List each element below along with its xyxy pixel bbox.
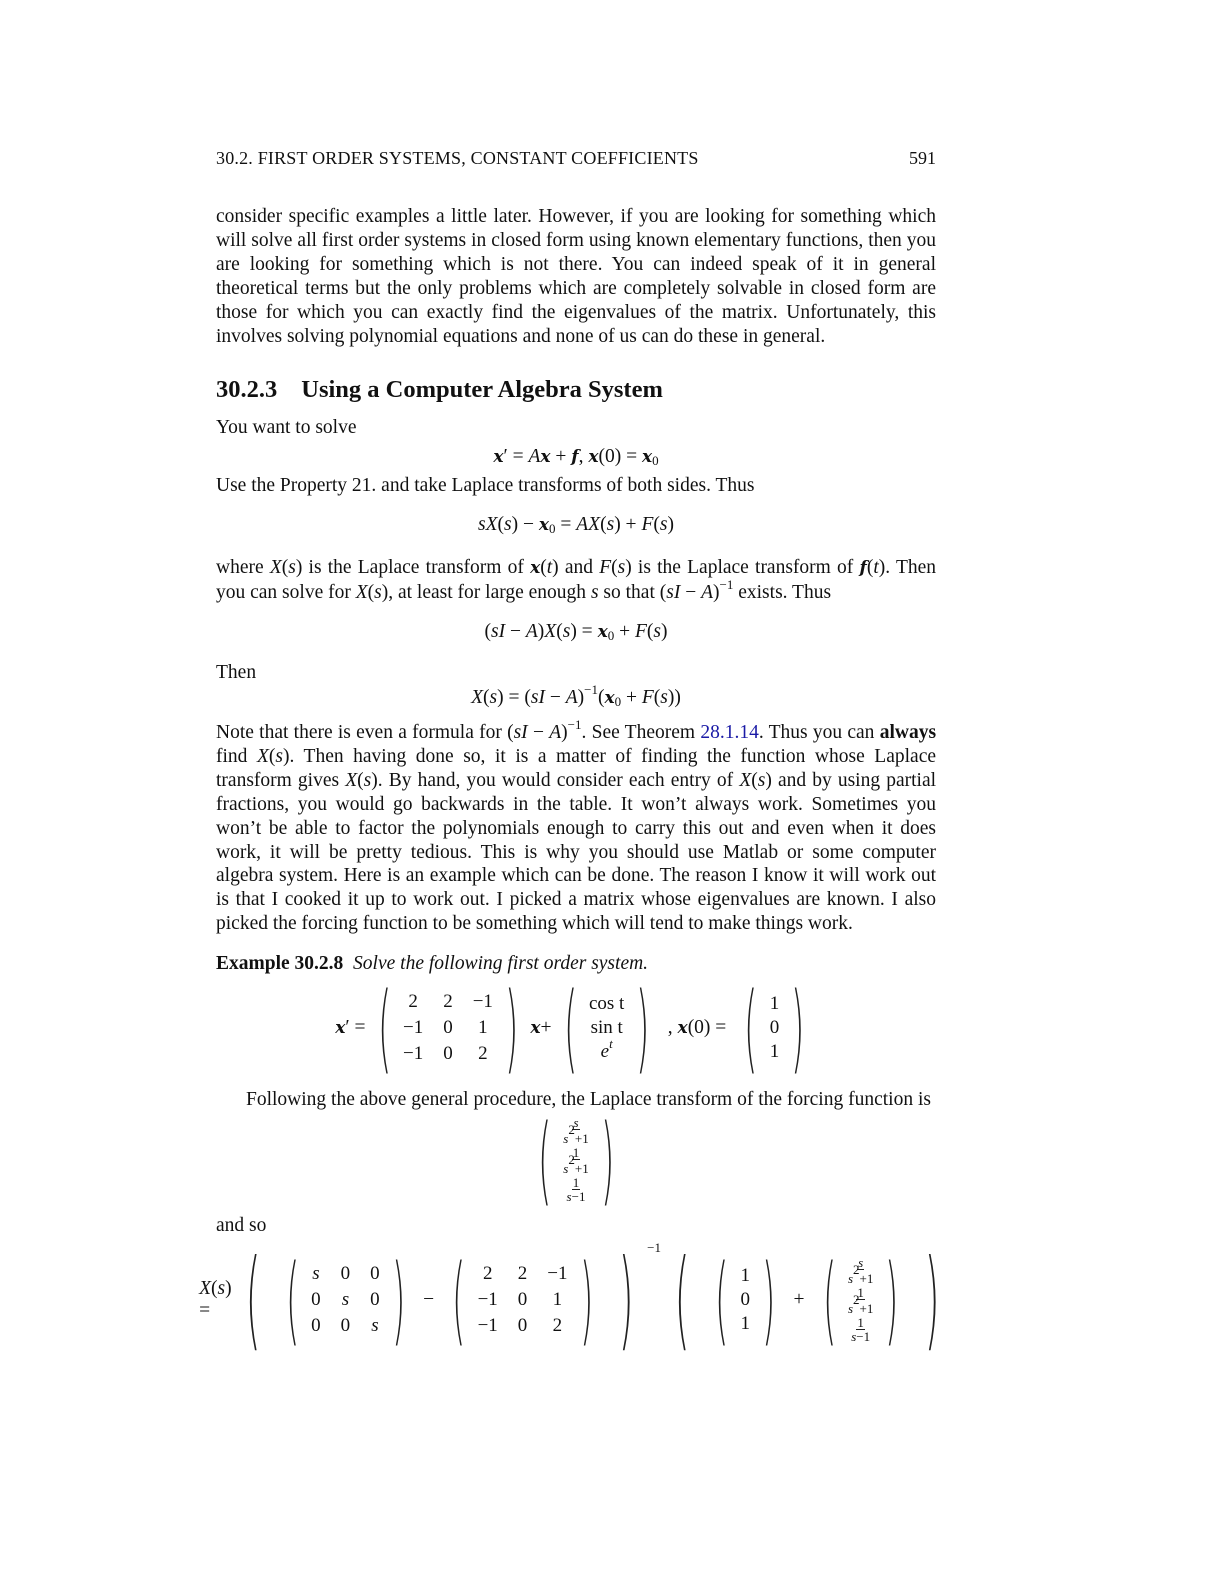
intro-paragraph: consider specific examples a little later. However, if you are looking for something which will solve all first order systems in closed form using known elementary functions, then you are looking for something which is not there. You can indeed speak of it in general theoretical terms but the only problems which are completely solvable in closed form are those for which you can exactly find the eigenvalues of the matrix. Unfortunately, this involves solving polynomial equations and none of us can do these in general.: [216, 206, 936, 347]
section-number: 30.2.3: [216, 376, 278, 404]
use-property-text: Use the Property 21. and take Laplace transforms of both sides. Thus: [216, 475, 755, 497]
matrix-sI: s 0 0 0 s 0 0 0 s: [311, 1262, 380, 1336]
section-heading: [216, 376, 936, 404]
laplace-forcing-repeat: $\frac{s}{s^2+1}$ $\frac{1}{s^2+1}$ $\frac{1}{s-1}$: [847, 1255, 874, 1345]
final-equation: X(s) = ( ( s 0 0 0 s 0 0 0 s ) − ( 2 2 −1 −1 0 1 −1 0 2 ) ) −1 ( ( 1 0 1 ) + ( $\frac{s}{s^2+1}$ $\frac{1}{s^2+1}$ $\frac{1}{s-1}$ ) ): [199, 1236, 940, 1362]
equation-X: $X(s) = (sI - A)^{-1}(x_0 + F(s))$: [471, 681, 681, 709]
following-paragraph: Following the above general procedure, the Laplace transform of the forcing function is: [246, 1089, 931, 1111]
note-paragraph: Note that there is even a formula for (sI − A)$^{-1}$. See Theorem 28.1.14. Thus you can always find X(s). Then having done so, it is a matter of finding the function whose Laplace transform gives X(s). By hand, you would consider each entry of X(s) and by using partial fractions, you would go backwards in the table. It won’t always work. Sometimes you won’t be able to factor the polynomials enough to carry this out and even when it does work, it will be pretty tedious. This is why you should use Matlab or some computer algebra system. Here is an example which can be done. The reason I know it will work out is that I cooked it up to work out. I picked a matrix whose eigenvalues are known. I also picked the forcing function to be something which will tend to make things work.: [216, 716, 937, 935]
forcing-vector: cos t sin t $e^t$: [588, 993, 625, 1063]
page-content: [199, 148, 940, 1362]
running-header: [216, 148, 936, 169]
where-paragraph: where X(s) is the Laplace transform of x(t) and F(s) is the Laplace transform of f(t). Then you can solve for X(s), at least for large enough s so that (sI − A)$^{-1}$ exists. Thus: [216, 557, 937, 604]
initial-vector-repeat: 1 0 1: [740, 1264, 751, 1334]
and-so-text: and so: [216, 1214, 267, 1236]
want-to-solve-text: You want to solve: [216, 417, 357, 439]
initial-vector: 1 0 1: [769, 993, 780, 1063]
matrix-A-repeat: 2 2 −1 −1 0 1 −1 0 2: [477, 1262, 568, 1336]
section-header-title: 30.2. FIRST ORDER SYSTEMS, CONSTANT COEFFICIENTS: [216, 148, 699, 168]
then-text: Then: [216, 662, 257, 684]
equation-system: x′ = Ax + f, $x(0) = x_0$: [493, 446, 659, 469]
example-statement: Example 30.2.8 Solve the following first order system.: [216, 953, 649, 975]
equation-solve: $(sI - A)X(s) = x_0 + F(s)$: [484, 621, 668, 644]
theorem-link[interactable]: 28.1.14: [700, 721, 759, 743]
laplace-forcing-vector: ( $\frac{s}{s^2+1}$ $\frac{1}{s^2+1}$ $\frac{1}{s-1}$ ): [538, 1103, 614, 1216]
equation-laplace: $sX(s) - x_0 = AX(s) + F(s)$: [478, 514, 674, 537]
page-number: 591: [909, 148, 936, 168]
example-system-equation: x′ = ( 2 2 −1 −1 0 1 −1 0 2 ) x+ ( cos t sin t $e^t$ ) , x(0) = ( 1 0 1 ): [335, 972, 805, 1085]
matrix-A: 2 2 −1 −1 0 1 −1 0 2: [403, 991, 493, 1065]
section-title: Using a Computer Algebra System: [301, 376, 663, 404]
